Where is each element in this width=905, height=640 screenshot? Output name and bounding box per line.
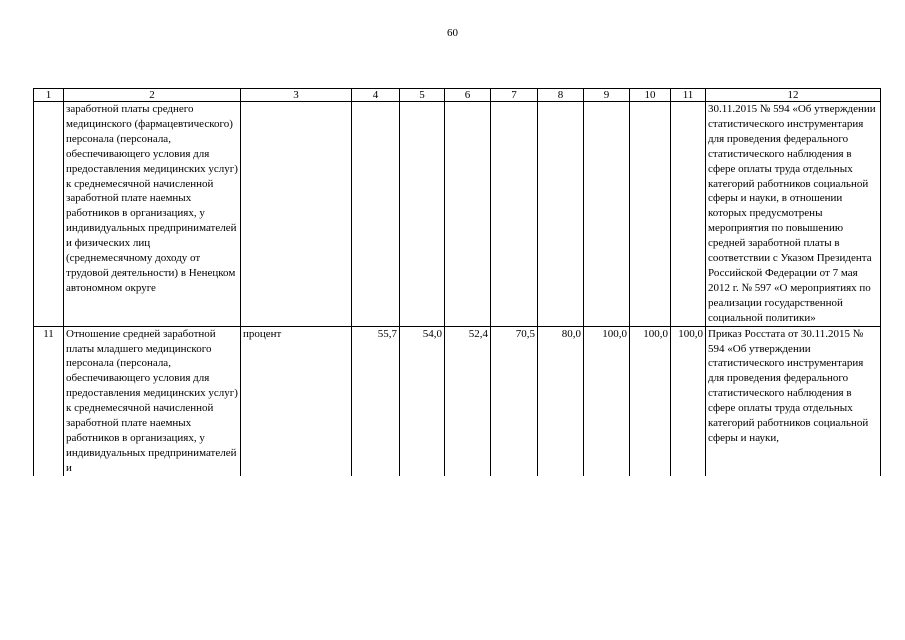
value-cell: 54,0 <box>400 326 445 476</box>
value-cell: 80,0 <box>538 326 584 476</box>
value-cell <box>445 102 491 327</box>
column-header: 3 <box>241 89 352 102</box>
column-header: 11 <box>671 89 706 102</box>
unit-cell <box>241 102 352 327</box>
value-cell: 55,7 <box>352 326 400 476</box>
value-cell: 100,0 <box>671 326 706 476</box>
row-number-cell <box>34 102 64 327</box>
value-cell <box>491 102 538 327</box>
table-row-continued <box>34 102 881 327</box>
value-cell <box>584 102 630 327</box>
value-cell: 52,4 <box>445 326 491 476</box>
column-header: 7 <box>491 89 538 102</box>
column-header: 6 <box>445 89 491 102</box>
column-header: 10 <box>630 89 671 102</box>
column-header: 8 <box>538 89 584 102</box>
source-cell: Приказ Росстата от 30.11.2015 № 594 «Об утверждении статистического инструментария для проведения федерального статистического наблюдения в сфере оплаты труда отдельных категорий работников социальной сферы и науки, <box>706 326 881 476</box>
table-row-11 <box>34 326 881 476</box>
column-header: 5 <box>400 89 445 102</box>
value-cell: 100,0 <box>630 326 671 476</box>
row-number-cell: 11 <box>34 326 64 476</box>
value-cell: 70,5 <box>491 326 538 476</box>
value-cell <box>538 102 584 327</box>
indicator-name-cell: заработной платы среднего медицинского (фармацевтического) персонала (персонала, обеспечивающего условия для предоставления медицинских услуг) к среднемесячной начисленной заработной плате наемных работников в организациях, у индивидуальных предпринимателей и физических лиц (среднемесячному доходу от трудовой деятельности) в Ненецком автономном округе <box>64 102 241 327</box>
column-header: 2 <box>64 89 241 102</box>
value-cell: 100,0 <box>584 326 630 476</box>
column-header: 4 <box>352 89 400 102</box>
column-header: 1 <box>34 89 64 102</box>
column-number-row <box>34 89 881 102</box>
page-number: 60 <box>447 27 458 39</box>
value-cell <box>352 102 400 327</box>
indicator-table <box>33 88 881 476</box>
source-cell: 30.11.2015 № 594 «Об утверждении статистического инструментария для проведения федерального статистического наблюдения в сфере оплаты труда отдельных категорий работников социальной сферы и науки, в отношении которых предусмотрены мероприятия по повышению средней заработной платы в соответствии с Указом Президента Российской Федерации от 7 мая 2012 г. № 597 «О мероприятиях по реализации государственной социальной политики» <box>706 102 881 327</box>
value-cell <box>630 102 671 327</box>
indicator-name-cell: Отношение средней заработной платы младшего медицинского персонала (персонала, обеспечивающего условия для предоставления медицинских услуг) к среднемесячной начисленной заработной плате наемных работников в организациях, у индивидуальных предпринимателей и <box>64 326 241 476</box>
column-header: 9 <box>584 89 630 102</box>
value-cell <box>400 102 445 327</box>
unit-cell: процент <box>241 326 352 476</box>
column-header: 12 <box>706 89 881 102</box>
value-cell <box>671 102 706 327</box>
